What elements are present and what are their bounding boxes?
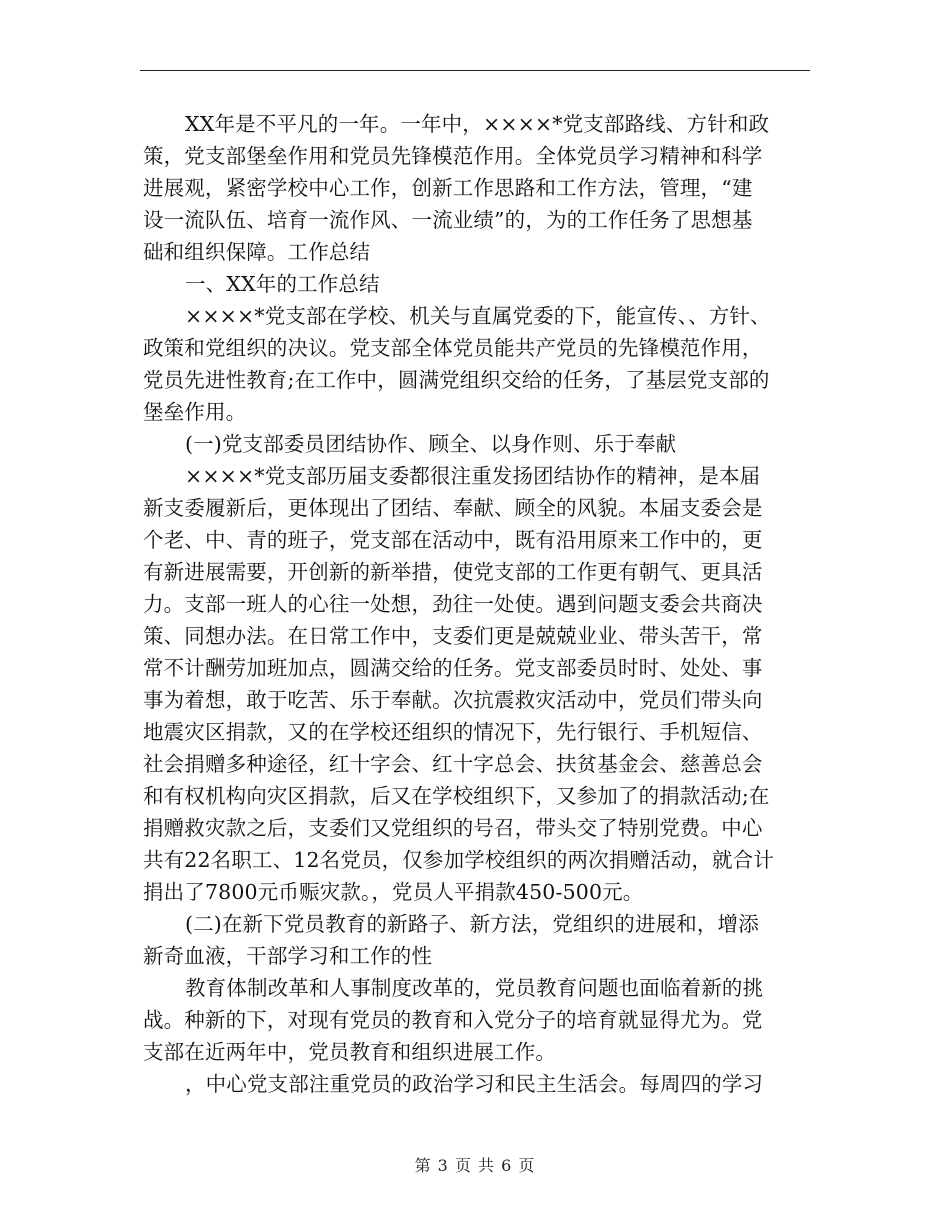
paragraph-line: 党员先进性教育;在工作中，圆满党组织交给的任务，了基层党支部的 xyxy=(143,368,770,392)
paragraph-line: 和有权机构向灾区捐款，后又在学校组织下，又参加了的捐款活动;在 xyxy=(143,784,770,808)
paragraph-line: 政策和党组织的决议。党支部全体党员能共产党员的先锋模范作用， xyxy=(143,336,763,360)
paragraph-first-line: XX年是不平凡的一年。一年中，××××*党支部路线、方针和政 xyxy=(185,112,770,136)
paragraph-line: 捐出了7800元币赈灾款。，党员人平捐款450-500元。 xyxy=(143,880,644,904)
paragraph-line: 础和组织保障。工作总结 xyxy=(143,240,371,264)
paragraph-first-line: 一、XX年的工作总结 xyxy=(185,272,380,296)
paragraph-line: 堡垒作用。 xyxy=(143,400,247,424)
paragraph-line: 社会捐赠多种途径，红十字会、红十字总会、扶贫基金会、慈善总会 xyxy=(143,752,763,776)
paragraph-line: 策、同想办法。在日常工作中，支委们更是兢兢业业、带头苦干，常 xyxy=(143,624,763,648)
paragraph-line: 个老、中、青的班子，党支部在活动中，既有沿用原来工作中的，更 xyxy=(143,528,763,552)
paragraph-line: 有新进展需要，开创新的新举措，使党支部的工作更有朝气、更具活 xyxy=(143,560,763,584)
paragraph-first-line: (一)党支部委员团结协作、顾全、以身作则、乐于奉献 xyxy=(185,432,677,456)
paragraph-first-line: (二)在新下党员教育的新路子、新方法，党组织的进展和，增添 xyxy=(185,912,759,936)
paragraph-first-line: ，中心党支部注重党员的政治学习和民主生活会。每周四的学习 xyxy=(185,1072,764,1096)
paragraph-line: 力。支部一班人的心往一处想，劲往一处使。遇到问题支委会共商决 xyxy=(143,592,763,616)
paragraph-line: 地震灾区捐款，又的在学校还组织的情况下，先行银行、手机短信、 xyxy=(143,720,763,744)
page-footer: 第 3 页 共 6 页 xyxy=(414,1156,536,1175)
paragraph-first-line: ××××*党支部历届支委都很注重发扬团结协作的精神，是本届 xyxy=(185,464,761,488)
paragraph-line: 设一流队伍、培育一流作风、一流业绩”的，为的工作任务了思想基 xyxy=(143,208,753,232)
paragraph-line: 捐赠救灾款之后，支委们又党组织的号召，带头交了特别党费。中心 xyxy=(143,816,763,840)
paragraph-line: 事为着想，敢于吃苦、乐于奉献。次抗震救灾活动中，党员们带头向 xyxy=(143,688,763,712)
paragraph-first-line: ××××*党支部在学校、机关与直属党委的下，能宣传、、方针、 xyxy=(185,304,771,328)
paragraph-line: 进展观，紧密学校中心工作，创新工作思路和工作方法，管理，“建 xyxy=(143,176,753,200)
paragraph-line: 共有22名职工、12名党员，仅参加学校组织的两次捐赠活动，就合计 xyxy=(143,848,774,872)
paragraph-line: 新支委履新后，更体现出了团结、奉献、顾全的风貌。本届支委会是 xyxy=(143,496,763,520)
paragraph-line: 新奇血液，干部学习和工作的性 xyxy=(143,944,433,968)
header-rule xyxy=(140,70,810,71)
document-body xyxy=(143,108,815,1100)
paragraph-line: 战。种新的下，对现有党员的教育和入党分子的培育就显得尤为。党 xyxy=(143,1008,763,1032)
paragraph-first-line: 教育体制改革和人事制度改革的，党员教育问题也面临着新的挑 xyxy=(185,976,764,1000)
paragraph-line: 常不计酬劳加班加点，圆满交给的任务。党支部委员时时、处处、事 xyxy=(143,656,763,680)
paragraph-line: 支部在近两年中，党员教育和组织进展工作。 xyxy=(143,1040,556,1064)
paragraph-line: 策，党支部堡垒作用和党员先锋模范作用。全体党员学习精神和科学 xyxy=(143,144,763,168)
